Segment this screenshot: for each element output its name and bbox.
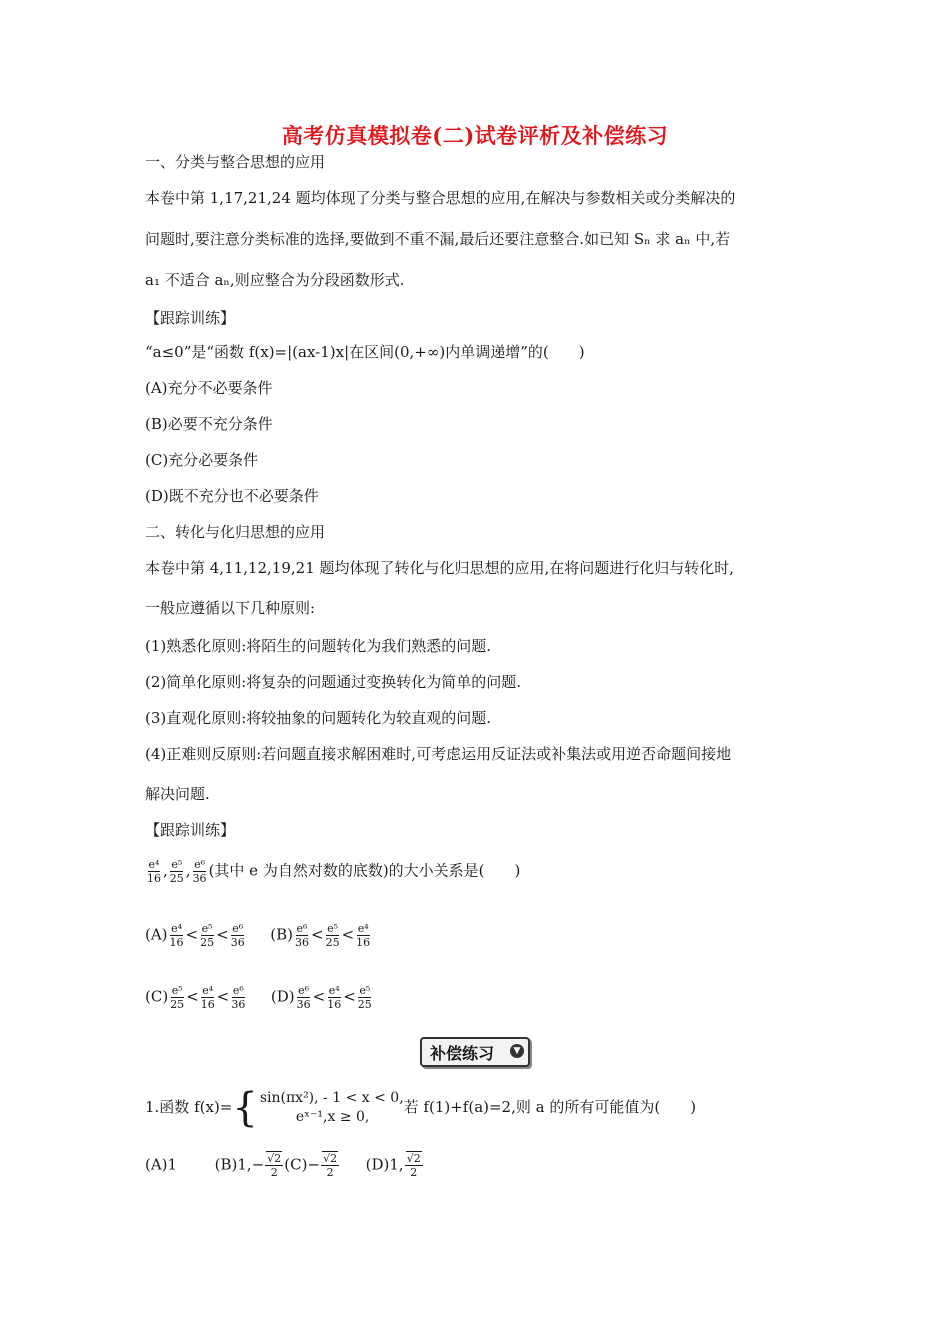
fraction: $\frac{√2}{2}$	[406, 1152, 421, 1179]
section1-option-c: (C)充分必要条件	[145, 451, 259, 469]
exercise1-option-a: (A)1	[145, 1155, 178, 1174]
piece-2: eˣ⁻¹,x ≥ 0,	[295, 1109, 370, 1125]
fraction: $\frac{\text{e⁴}}{16}$	[200, 984, 215, 1011]
option-a-label: (A)	[145, 925, 168, 944]
section2-options-ab: (A) $\frac{\text{e⁴}}{16}$ < $\frac{\text{e⁵}}{25}$ < $\frac{\text{e⁶}}{36}$ (B) $\frac{\text{e⁶}}{36}$ < $\frac{\text{e⁵}}{25}$ < $\frac{\text{e⁴}}{16}$	[145, 922, 371, 949]
fraction: $\frac{\text{e⁴}}{16}$	[147, 858, 161, 885]
fraction: $\frac{\text{e⁶}}{36}$	[192, 858, 207, 885]
section2-heading: 二、转化与化归思想的应用	[145, 523, 326, 541]
fraction: $\frac{\text{e⁵}}{25}$	[357, 984, 372, 1011]
section2-question: $\frac{\text{e⁴}}{16}$ , $\frac{\text{e⁵}}{25}$ , $\frac{\text{e⁶}}{36}$ (其中 e 为自然对数的底数)的大小关系是( )	[147, 858, 521, 885]
banner-label: 补偿练习	[430, 1044, 495, 1063]
brace: {	[232, 1085, 258, 1131]
question-text: (其中 e 为自然对数的底数)的大小关系是( )	[208, 861, 521, 880]
option-d-label: (D)	[270, 987, 295, 1006]
section1-option-b: (B)必要不充分条件	[145, 415, 273, 433]
supplementary-exercise-banner	[420, 1037, 530, 1067]
section1-option-d: (D)既不充分也不必要条件	[145, 487, 319, 505]
fraction: $\frac{\text{e⁶}}{36}$	[230, 922, 245, 949]
section2-training-label: 【跟踪训练】	[145, 821, 236, 839]
fraction: $\frac{\text{e⁵}}{25}$	[170, 984, 185, 1011]
option-c-label: (C)	[145, 987, 169, 1006]
section1-question: “a≤0”是“函数 f(x)=|(ax-1)x|在区间(0,+∞)内单调递增”的( )	[145, 343, 585, 361]
exercise1-option-b-label: (B)1,	[214, 1155, 252, 1174]
fraction: $\frac{\text{e⁶}}{36}$	[231, 984, 246, 1011]
section2-paragraph-line2: 一般应遵循以下几种原则:	[145, 599, 316, 617]
principle-4-line2: 解决问题.	[145, 785, 210, 803]
section2-options-cd: (C) $\frac{\text{e⁵}}{25}$ < $\frac{\text{e⁴}}{16}$ < $\frac{\text{e⁶}}{36}$ (D) $\frac{\text{e⁶}}{36}$ < $\frac{\text{e⁴}}{16}$ < $\frac{\text{e⁵}}{25}$	[145, 984, 372, 1011]
exercise1-option-d-label: (D)1,	[365, 1155, 404, 1174]
exercise1-suffix: 若 f(1)+f(a)=2,则 a 的所有可能值为( )	[403, 1098, 697, 1116]
fraction: $\frac{\text{e⁴}}{16}$	[169, 922, 184, 949]
chevron-down-icon: ▼	[510, 1044, 524, 1058]
exercise1-question	[145, 1085, 697, 1131]
section1-training-label: 【跟踪训练】	[145, 309, 236, 327]
fraction: $\frac{\text{e⁵}}{25}$	[169, 858, 184, 885]
exercise1-option-c-label: (C)	[284, 1155, 308, 1174]
piecewise-function	[260, 1089, 404, 1127]
piece-1: sin(πx²), - 1 < x < 0,	[259, 1090, 404, 1106]
exercise1-prefix: 1.函数 f(x)=	[145, 1098, 233, 1116]
principle-4-line1: (4)正难则反原则:若问题直接求解困难时,可考虑运用反证法或补集法或用逆否命题间接地	[145, 745, 732, 763]
principle-3: (3)直观化原则:将较抽象的问题转化为较直观的问题.	[145, 709, 492, 727]
section1-paragraph-line2: 问题时,要注意分类标准的选择,要做到不重不漏,最后还要注意整合.如已知 Sₙ 求 aₙ 中,若	[145, 230, 731, 248]
fraction: $\frac{\text{e⁵}}{25}$	[325, 922, 340, 949]
exercise1-options: (A)1 (B)1,− $\frac{√2}{2}$ (C)− $\frac{√2}{2}$ (D)1, $\frac{√2}{2}$	[145, 1152, 421, 1179]
fraction: $\frac{\text{e⁵}}{25}$	[200, 922, 215, 949]
fraction: $\frac{√2}{2}$	[267, 1152, 282, 1179]
fraction: $\frac{\text{e⁴}}{16}$	[356, 922, 371, 949]
fraction: $\frac{\text{e⁴}}{16}$	[327, 984, 342, 1011]
section1-paragraph-line3: a₁ 不适合 aₙ,则应整合为分段函数形式.	[145, 271, 405, 289]
fraction: $\frac{\text{e⁶}}{36}$	[296, 984, 311, 1011]
option-b-label: (B)	[270, 925, 293, 944]
fraction: $\frac{\text{e⁶}}{36}$	[295, 922, 309, 949]
section2-paragraph-line1: 本卷中第 4,11,12,19,21 题均体现了转化与化归思想的应用,在将问题进行化归与转化时,	[145, 559, 735, 577]
principle-2: (2)简单化原则:将复杂的问题通过变换转化为简单的问题.	[145, 673, 522, 691]
section1-paragraph-line1: 本卷中第 1,17,21,24 题均体现了分类与整合思想的应用,在解决与参数相关或分类解决的	[145, 189, 736, 207]
fraction: $\frac{√2}{2}$	[323, 1152, 338, 1179]
principle-1: (1)熟悉化原则:将陌生的问题转化为我们熟悉的问题.	[145, 637, 492, 655]
page-title: 高考仿真模拟卷(二)试卷评析及补偿练习	[281, 123, 669, 148]
section1-heading: 一、分类与整合思想的应用	[145, 153, 326, 171]
section1-option-a: (A)充分不必要条件	[145, 379, 273, 397]
